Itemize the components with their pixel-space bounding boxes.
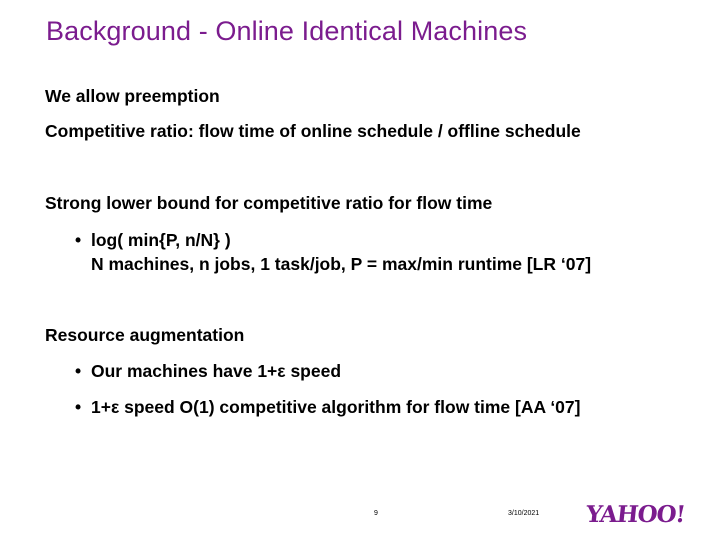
paragraph-competitive-ratio: Competitive ratio: flow time of online schedule / offline schedule (45, 121, 581, 141)
bullet-text: 1+ε speed O(1) competitive algorithm for flow time [AA ‘07] (91, 397, 581, 417)
paragraph-preemption: We allow preemption (45, 86, 220, 106)
bullet-machine-speed (75, 361, 341, 382)
paragraph-resource-augmentation: Resource augmentation (45, 325, 245, 345)
bullet-log-bound-detail: N machines, n jobs, 1 task/job, P = max/min runtime [LR ‘07] (91, 254, 592, 274)
bullet-icon: • (75, 361, 82, 381)
footer-date: 3/10/2021 (508, 510, 540, 517)
bullet-text: log( min{P, n/N} ) (91, 230, 231, 250)
bullet-competitive-algorithm (75, 397, 580, 418)
bullet-log-bound (75, 230, 231, 251)
slide-title: Background - Online Identical Machines (46, 16, 528, 46)
bullet-text: Our machines have 1+ε speed (91, 361, 342, 381)
paragraph-lower-bound: Strong lower bound for competitive ratio for flow time (45, 193, 493, 213)
page-number: 9 (374, 510, 378, 517)
bullet-icon: • (75, 397, 82, 417)
yahoo-logo: YAHOO! (584, 501, 687, 528)
bullet-icon: • (75, 230, 82, 250)
